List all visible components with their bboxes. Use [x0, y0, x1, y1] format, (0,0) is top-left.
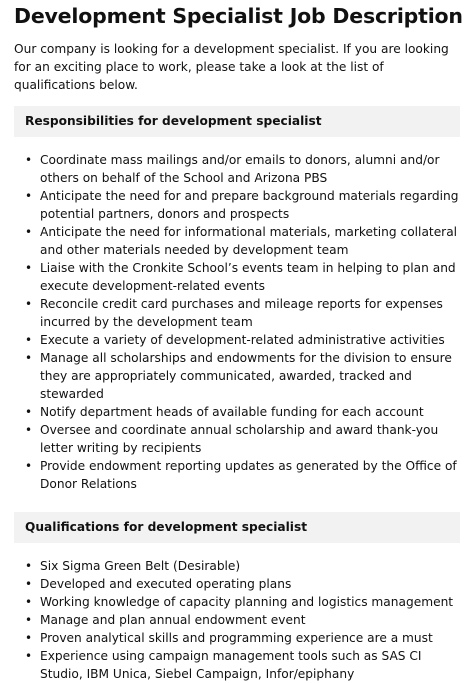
bullet-icon: • [25, 559, 33, 573]
page-title: Development Specialist Job Description [14, 4, 463, 28]
list-item [14, 611, 460, 629]
list-item-text: Coordinate mass mailings and/or emails to donors, alumni and/or others on behalf of the School and Arizona PBS [40, 153, 440, 185]
list-item-text: Manage all scholarships and endowments for the division to ensure they are appropriately communicated, awarded, tracked and stewarded [40, 351, 452, 401]
list-item [14, 421, 460, 457]
list-item [14, 457, 460, 493]
bullet-icon: • [25, 577, 33, 591]
list-item-text: Liaise with the Cronkite School’s events team in helping to plan and execute development-related events [40, 261, 456, 293]
list-item [14, 331, 460, 349]
list-item [14, 403, 460, 421]
list-item [14, 151, 460, 187]
bullet-icon: • [25, 261, 33, 275]
list-item [14, 575, 460, 593]
qualifications-heading: Qualifications for development specialist [14, 512, 460, 543]
list-item-text: Anticipate the need for and prepare background materials regarding potential partners, donors and prospects [40, 189, 459, 221]
list-item-text: Working knowledge of capacity planning and logistics management [40, 595, 454, 609]
list-item-text: Developed and executed operating plans [40, 577, 292, 591]
bullet-icon: • [25, 297, 33, 311]
list-item [14, 629, 460, 647]
list-item-text: Oversee and coordinate annual scholarship and award thank-you letter writing by recipients [40, 423, 439, 455]
qualifications-list [14, 557, 460, 683]
bullet-icon: • [25, 333, 33, 347]
bullet-icon: • [25, 595, 33, 609]
list-item [14, 647, 460, 683]
bullet-icon: • [25, 613, 33, 627]
bullet-icon: • [25, 423, 33, 437]
list-item-text: Experience using campaign management tools such as SAS CI Studio, IBM Unica, Siebel Campaign, Infor/epiphany [40, 649, 422, 681]
list-item [14, 593, 460, 611]
list-item-text: Provide endowment reporting updates as generated by the Office of Donor Relations [40, 459, 457, 491]
list-item [14, 259, 460, 295]
responsibilities-list [14, 151, 460, 493]
responsibilities-heading: Responsibilities for development specialist [14, 106, 460, 137]
list-item-text: Execute a variety of development-related administrative activities [40, 333, 445, 347]
list-item-text: Reconcile credit card purchases and mileage reports for expenses incurred by the development team [40, 297, 443, 329]
bullet-icon: • [25, 351, 33, 365]
list-item-text: Six Sigma Green Belt (Desirable) [40, 559, 241, 573]
list-item-text: Anticipate the need for informational materials, marketing collateral and other materials needed by development team [40, 225, 458, 257]
bullet-icon: • [25, 189, 33, 203]
bullet-icon: • [25, 225, 33, 239]
list-item-text: Manage and plan annual endowment event [40, 613, 306, 627]
list-item [14, 295, 460, 331]
bullet-icon: • [25, 631, 33, 645]
bullet-icon: • [25, 405, 33, 419]
bullet-icon: • [25, 459, 33, 473]
list-item [14, 223, 460, 259]
bullet-icon: • [25, 153, 33, 167]
list-item [14, 349, 460, 403]
list-item [14, 187, 460, 223]
list-item [14, 557, 460, 575]
list-item-text: Notify department heads of available funding for each account [40, 405, 424, 419]
bullet-icon: • [25, 649, 33, 663]
intro-paragraph: Our company is looking for a development specialist. If you are looking for an exciting place to work, please take a look at the list of qualifications below. [14, 42, 449, 92]
list-item-text: Proven analytical skills and programming experience are a must [40, 631, 433, 645]
